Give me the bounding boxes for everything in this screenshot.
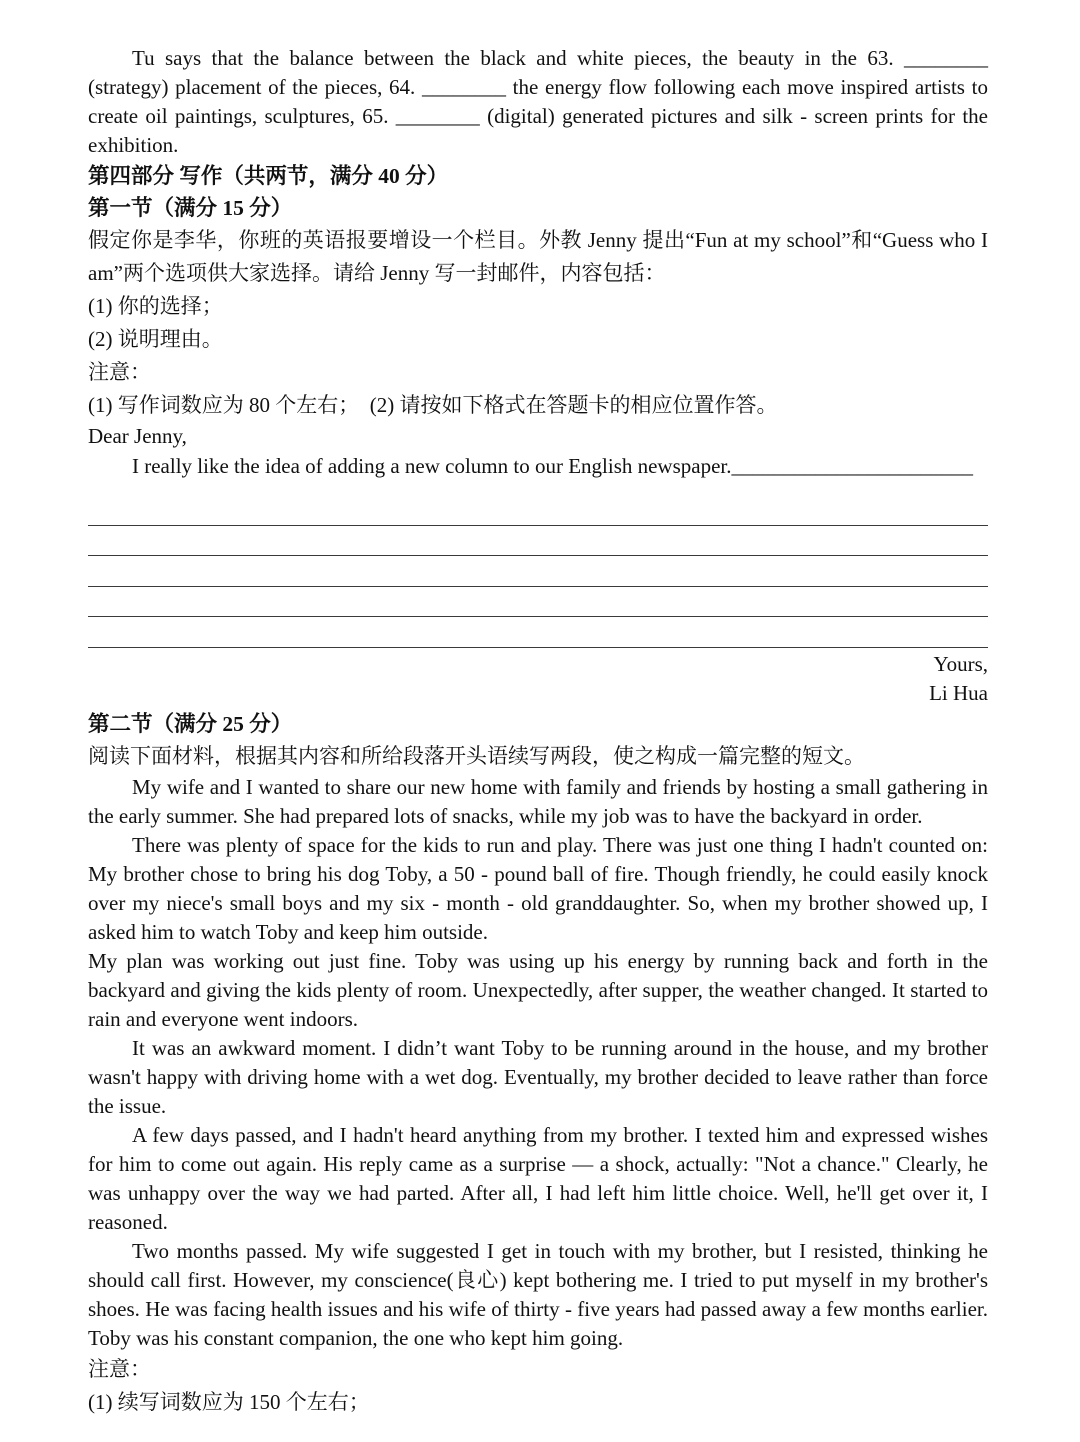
answer-line bbox=[88, 526, 988, 557]
section1-point-2: (2) 说明理由。 bbox=[88, 327, 223, 351]
answer-line bbox=[88, 587, 988, 618]
answer-lines bbox=[88, 495, 988, 648]
letter-closing: Yours, bbox=[933, 651, 988, 676]
section2-note-1: (1) 续写词数应为 150 个左右； bbox=[88, 1389, 370, 1414]
section2-notes-label: 注意： bbox=[88, 1356, 151, 1381]
section2-instruction: 阅读下面材料，根据其内容和所给段落开头语续写两段，使之构成一篇完整的短文。 bbox=[88, 743, 865, 768]
letter-salutation: Dear Jenny, bbox=[88, 424, 187, 448]
story-paragraph-3: My plan was working out just fine. Toby was using up his energy by running back and forth in the backyard and giving the kids plenty of room. Unexpectedly, after supper, the weather changed. It started to rain and everyone went indoors. bbox=[88, 948, 988, 1031]
cloze-paragraph: Tu says that the balance between the black and white pieces, the beauty in the 63. ________ (strategy) placement of the pieces, 64. ________ the energy flow following each move inspired artists to create oil paintings, sculptures, 65. ________ (digital) generated pictures and silk - screen prints for the exhibition. bbox=[88, 46, 988, 157]
answer-line bbox=[88, 617, 988, 648]
story-paragraph-1: My wife and I wanted to share our new home with family and friends by hosting a small gathering in the early summer. She had prepared lots of snacks, while my job was to have the backyard in order. bbox=[88, 774, 988, 828]
part4-heading: 第四部分 写作（共两节，满分 40 分） bbox=[88, 164, 449, 188]
section1-task: 假定你是李华，你班的英语报要增设一个栏目。外教 Jenny 提出“Fun at my school”和“Guess who I am”两个选项供大家选择。请给 Jenny 写一封邮件，内容包括： bbox=[88, 228, 988, 285]
letter-signature: Li Hua bbox=[929, 680, 988, 705]
story-paragraph-4: It was an awkward moment. I didn’t want Toby to be running around in the house, and my brother wasn't happy with driving home with a wet dog. Eventually, my brother decided to leave rather than force the issue. bbox=[88, 1035, 988, 1118]
story-paragraph-2: There was plenty of space for the kids to run and play. There was just one thing I hadn't counted on: My brother chose to bring his dog Toby, a 50 - pound ball of fire. Though friendly, he could easily knock over my niece's small boys and my six - month - old granddaughter. So, when my brother showed up, I asked him to watch Toby and keep him outside. bbox=[88, 832, 988, 944]
section1-notes-label: 注意： bbox=[88, 360, 151, 384]
section1-point-1: (1) 你的选择； bbox=[88, 294, 223, 318]
answer-line bbox=[88, 495, 988, 526]
letter-opening-sentence: I really like the idea of adding a new column to our English newspaper._______________________ bbox=[132, 454, 973, 478]
answer-line bbox=[88, 556, 988, 587]
section1-notes-line: (1) 写作词数应为 80 个左右； (2) 请按如下格式在答题卡的相应位置作答。 bbox=[88, 393, 778, 417]
story-paragraph-5: A few days passed, and I hadn't heard anything from my brother. I texted him and expressed wishes for him to come out again. His reply came as a surprise — a shock, actually: "Not a chance." Clearly, he was unhappy over the way we had parted. After all, I had left him little choice. Well, he'll get over it, I reasoned. bbox=[88, 1122, 988, 1234]
story-paragraph-6: Two months passed. My wife suggested I get in touch with my brother, but I resisted, thinking he should call first. However, my conscience(良心) kept bothering me. I tried to put myself in my brother's shoes. He was facing health issues and his wife of thirty - five years had passed away a few months earlier. Toby was his constant companion, the one who kept him going. bbox=[88, 1238, 988, 1350]
section2-heading: 第二节（满分 25 分） bbox=[88, 711, 293, 736]
section1-heading: 第一节（满分 15 分） bbox=[88, 196, 293, 220]
